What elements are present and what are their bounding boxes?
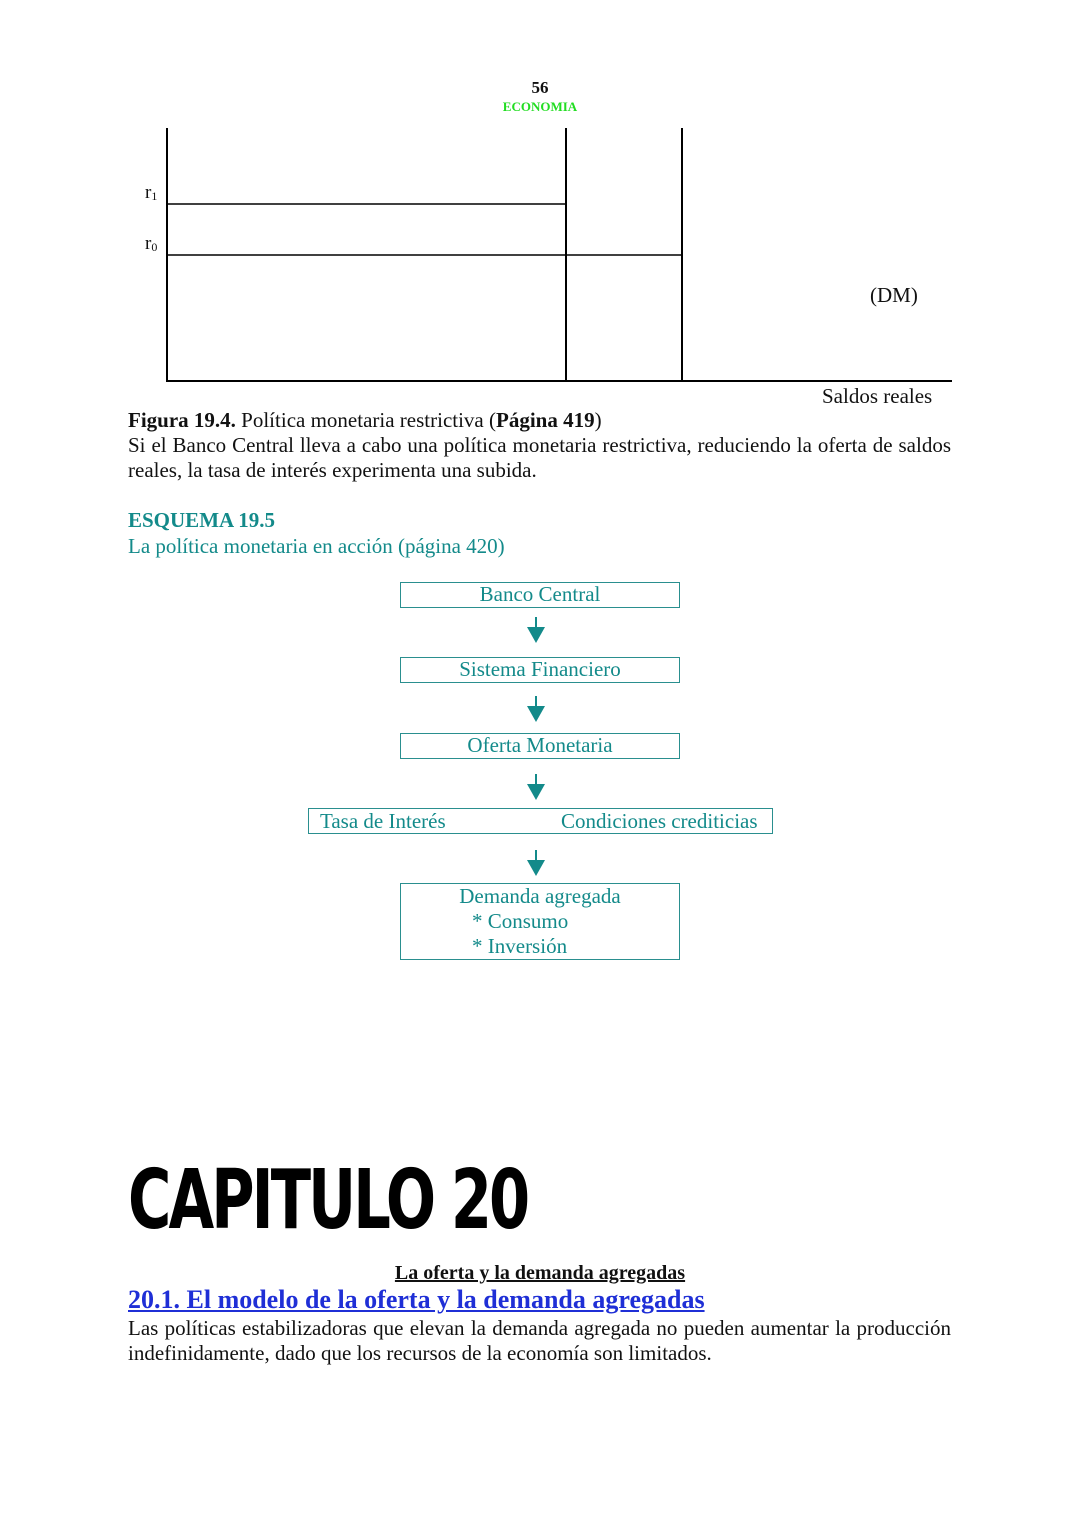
box-tasa-condiciones bbox=[308, 808, 773, 834]
box-sistema-financiero: Sistema Financiero bbox=[400, 657, 680, 683]
figure-caption: Figura 19.4. Política monetaria restrictiva (Página 419) bbox=[128, 408, 602, 432]
arrow-down-icon bbox=[526, 617, 546, 643]
scheme-subtitle: La política monetaria en acción (página 420) bbox=[128, 534, 505, 558]
figure-paragraph: Si el Banco Central lleva a cabo una política monetaria restrictiva, reduciendo la oferta de saldos reales, la tasa de interés experimenta una subida. bbox=[128, 433, 951, 482]
tasa-interes-label: Tasa de Interés bbox=[320, 809, 446, 833]
arrow-down-icon bbox=[526, 774, 546, 800]
dm-label: (DM) bbox=[870, 283, 918, 307]
box-demanda-agregada bbox=[400, 883, 680, 960]
box-oferta-monetaria: Oferta Monetaria bbox=[400, 733, 680, 759]
chapter-paragraph: Las políticas estabilizadoras que elevan la demanda agregada no pueden aumentar la producción indefinidamente, dado que los recursos de la economía son limitados. bbox=[128, 1316, 951, 1365]
running-title: ECONOMIA bbox=[502, 99, 578, 114]
section-heading[interactable]: 20.1. El modelo de la oferta y la demanda agregadas bbox=[128, 1285, 705, 1314]
page-number: 56 bbox=[531, 78, 549, 97]
arrow-down-icon bbox=[526, 850, 546, 876]
chapter-subtitle: La oferta y la demanda agregadas bbox=[394, 1262, 686, 1284]
condiciones-crediticias-label: Condiciones crediticias bbox=[561, 809, 758, 833]
money-market-graph bbox=[0, 0, 1080, 400]
r0-label: $r_0$ bbox=[145, 233, 158, 254]
demanda-agregada-title: Demanda agregada bbox=[459, 884, 621, 908]
r1-label: $r_1$ bbox=[145, 182, 158, 203]
chapter-title: CAPITULO 20 bbox=[128, 1153, 528, 1248]
scheme-title: ESQUEMA 19.5 bbox=[128, 508, 276, 532]
arrow-down-icon bbox=[526, 696, 546, 722]
x-axis-label: Saldos reales bbox=[822, 384, 933, 408]
inversion-item: * Inversión bbox=[472, 934, 568, 958]
consumo-item: * Consumo bbox=[472, 909, 569, 933]
box-banco-central: Banco Central bbox=[400, 582, 680, 608]
